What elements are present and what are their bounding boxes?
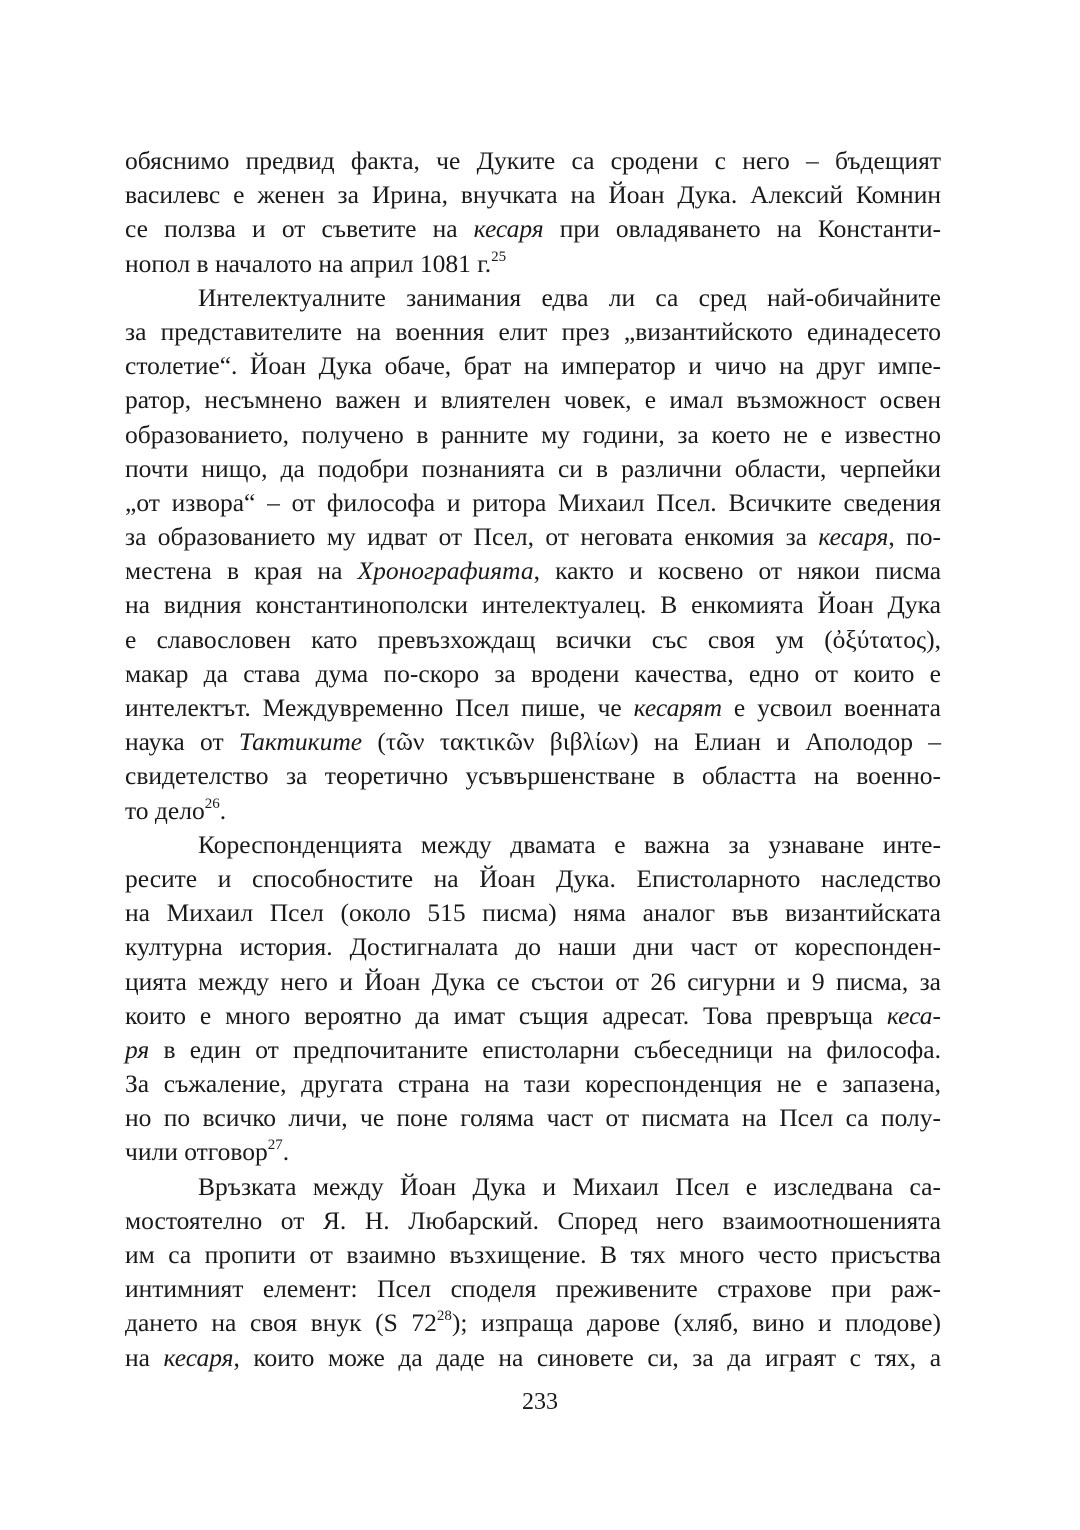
- text-run: Кореспонденцията между двамата е важна за узнаване инте-: [198, 829, 941, 859]
- text-run: свидетелство за теоретично усъвършенстване в областта на военно-: [125, 761, 941, 791]
- text-line: [125, 486, 941, 520]
- text-run: местена в края на: [125, 556, 358, 586]
- text-run: за представителите на военния елит през „византийското единадесето: [125, 316, 941, 346]
- italic-term: Хронографията: [357, 556, 534, 586]
- italic-term: кесаря: [818, 522, 889, 552]
- text-run: то дело: [125, 795, 205, 825]
- text-run: Интелектуалните занимания едва ли са сред най-обичайните: [198, 282, 941, 312]
- text-run: културна история. Достигналата до наши дни част от кореспонден-: [125, 932, 941, 962]
- text-run: се ползва и от съветите на: [125, 214, 474, 244]
- italic-term: кесаря: [163, 1342, 234, 1372]
- text-run: цията между него и Йоан Дука се състои от 26 сигурни и 9 писма, за: [125, 966, 941, 996]
- text-line: [125, 691, 941, 725]
- text-line: [125, 212, 941, 246]
- text-line: [125, 896, 941, 930]
- text-line: [125, 1306, 941, 1340]
- text-line: [125, 1204, 941, 1238]
- text-run: , които може да даде на синовете си, за да играят с тях, а: [233, 1342, 942, 1372]
- text-line: [125, 144, 941, 178]
- text-run: образованието, получено в ранните му години, за което не е известно: [125, 419, 941, 449]
- text-run: които е много вероятно да имат същия адресат. Това превръща: [125, 1000, 887, 1030]
- text-line: [125, 657, 941, 691]
- text-run: нопол в началото на април 1081 г.: [125, 248, 492, 278]
- italic-term: кесаря: [473, 214, 544, 244]
- text-run: почти нищо, да подобри познанията си в различни области, черпейки: [125, 453, 941, 483]
- text-line: [125, 965, 941, 999]
- footnote-ref: 28: [436, 1308, 452, 1325]
- italic-term: кеса-: [886, 1000, 941, 1030]
- text-line: [125, 828, 941, 862]
- text-run: (τῶν τακτικῶν βιβλίων) на Елиан и Аполодор –: [362, 727, 941, 757]
- text-run: на Михаил Псел (около 515 писма) няма аналог във византийската: [125, 898, 941, 928]
- text-line: [125, 930, 941, 964]
- paragraph: [125, 144, 941, 281]
- text-line: [125, 178, 941, 212]
- text-run: „от извора“ – от философа и ритора Михаил Псел. Всичките сведения: [125, 487, 941, 517]
- text-run: макар да става дума по-скоро за вродени качества, едно от които е: [125, 658, 941, 688]
- text-line: [125, 1272, 941, 1306]
- text-run: , по-: [888, 522, 941, 552]
- footnote-ref: 25: [491, 248, 507, 265]
- text-line: [125, 383, 941, 417]
- text-run: е усвоил военната: [722, 693, 941, 722]
- text-line: [125, 281, 941, 315]
- text-line: [125, 1341, 941, 1375]
- italic-term: кесарят: [633, 693, 723, 722]
- text-line: [125, 349, 941, 383]
- text-run: интимният елемент: Псел споделя преживените страхове при раж-: [125, 1274, 941, 1304]
- text-line: [125, 1067, 941, 1101]
- text-run: но по всичко личи, че поне голяма част от писмата на Псел са полу-: [125, 1103, 941, 1133]
- text-run: , както и косвено от някои писма: [533, 556, 942, 586]
- text-line: [125, 999, 941, 1033]
- text-line: [125, 759, 941, 793]
- text-line: [125, 1033, 941, 1067]
- text-run: ратор, несъмнено важен и влиятелен човек, е имал възможност освен: [125, 385, 941, 415]
- text-line: [125, 1170, 941, 1204]
- page-number: 233: [522, 1389, 558, 1415]
- text-run: при овладяването на Константи-: [543, 214, 941, 244]
- text-line: [125, 247, 941, 281]
- italic-term: Тактиките: [238, 727, 363, 757]
- text-line: [125, 520, 941, 554]
- text-line: [125, 1101, 941, 1135]
- text-run: на видния константинополски интелектуалец. В енкомията Йоан Дука: [125, 590, 941, 620]
- italic-term: ря: [125, 1034, 150, 1064]
- text-run: в един от предпочитаните епистоларни събеседници на философа.: [149, 1034, 941, 1064]
- page-body: [125, 144, 941, 1375]
- text-run: Връзката между Йоан Дука и Михаил Псел е изследвана са-: [198, 1171, 941, 1201]
- text-line: [125, 794, 941, 828]
- text-run: чили отговор: [125, 1137, 268, 1167]
- text-run: за образованието му идват от Псел, от неговата енкомия за: [125, 522, 819, 552]
- text-run: наука от: [125, 727, 239, 757]
- text-line: [125, 862, 941, 896]
- text-run: За съжаление, другата страна на тази кореспонденция не е запазена,: [125, 1069, 941, 1099]
- footnote-ref: 26: [204, 795, 220, 812]
- text-line: [125, 1238, 941, 1272]
- text-run: ); изпраща дарове (хляб, вино и плодове): [451, 1308, 941, 1338]
- text-run: василевс е женен за Ирина, внучката на Йоан Дука. Алексий Комнин: [125, 180, 941, 210]
- text-line: [125, 588, 941, 622]
- text-run: обяснимо предвид факта, че Дуките са сродени с него – бъдещият: [125, 146, 941, 175]
- text-line: [125, 554, 941, 588]
- footnote-ref: 27: [267, 1137, 283, 1154]
- text-run: на: [125, 1342, 164, 1372]
- paragraph: [125, 1170, 941, 1375]
- text-line: [125, 725, 941, 759]
- text-run: е славословен като превъзхождащ всички със своя ум (ὀξύτατος),: [125, 624, 941, 654]
- text-line: [125, 452, 941, 486]
- text-run: мостоятелно от Я. Н. Любарский. Според него взаимоотношенията: [125, 1205, 941, 1235]
- text-line: [125, 418, 941, 452]
- text-run: ресите и способностите на Йоан Дука. Епистоларното наследство: [125, 863, 941, 893]
- text-run: дането на своя внук (S 72: [125, 1308, 437, 1338]
- text-run: столетие“. Йоан Дука обаче, брат на император и чичо на друг импе-: [125, 351, 941, 381]
- text-run: интелектът. Междувременно Псел пише, че: [125, 693, 634, 722]
- paragraph: [125, 828, 941, 1170]
- text-run: им са пропити от взаимно възхищение. В тях много често присъства: [125, 1240, 941, 1269]
- text-run: .: [282, 1137, 290, 1167]
- text-line: [125, 315, 941, 349]
- text-run: .: [219, 795, 227, 825]
- text-line: [125, 1135, 941, 1169]
- text-line: [125, 623, 941, 657]
- paragraph: [125, 281, 941, 828]
